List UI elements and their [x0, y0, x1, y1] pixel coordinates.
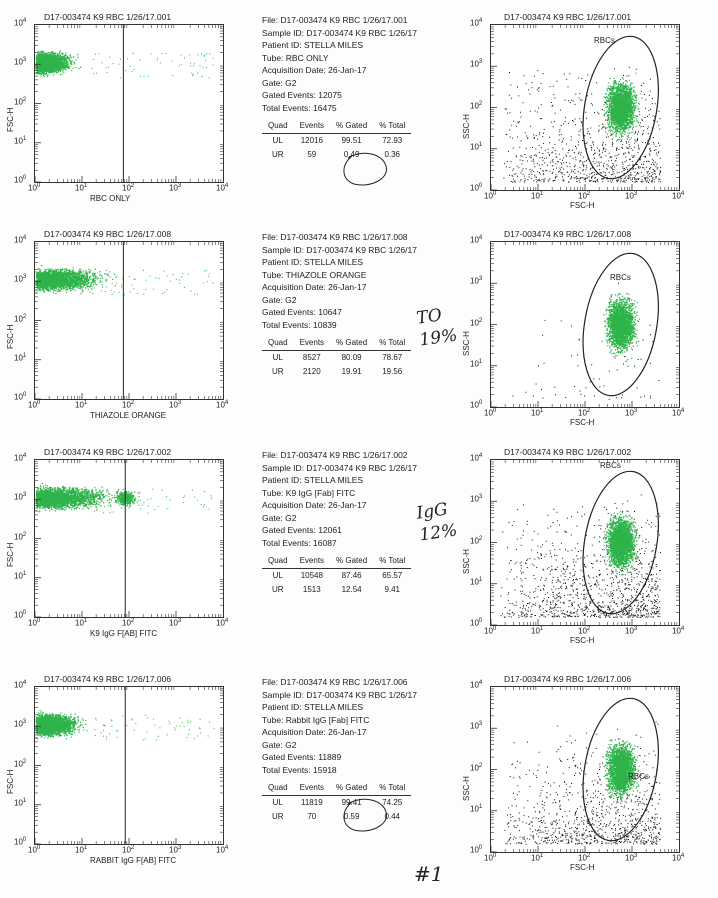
- left-x-tick-label: $10^2$: [122, 183, 135, 193]
- right-x-tick-label: $10^1$: [531, 853, 544, 863]
- handdrawn-circle: [338, 150, 398, 190]
- left-y-axis-label: FSC-H: [6, 107, 15, 132]
- table-cell: UR: [272, 150, 284, 159]
- right-x-tick-label: $10^4$: [672, 853, 685, 863]
- flow-panel: [0, 445, 718, 663]
- table-header: % Total: [373, 555, 411, 568]
- flow-panel: [0, 672, 718, 890]
- table-header: Events: [294, 120, 330, 133]
- gated-event-dots: [604, 511, 640, 577]
- left-x-axis-label: RBC ONLY: [90, 194, 131, 203]
- left-plot-title: D17-003474 K9 RBC 1/26/17.006: [44, 674, 172, 684]
- gated-event-dots: [603, 735, 641, 804]
- table-cell: 19.91: [341, 367, 362, 376]
- left-y-tick-label: $10^2$: [14, 531, 27, 542]
- right-y-tick-label: $10^4$: [470, 18, 483, 28]
- info-file: File: D17-003474 K9 RBC 1/26/17.002: [262, 450, 408, 460]
- right-plot-title: D17-003474 K9 RBC 1/26/17.002: [504, 447, 632, 457]
- right-y-axis-label: SSC-H: [462, 549, 471, 574]
- left-x-tick-label: $10^0$: [28, 618, 41, 628]
- table-header: Events: [294, 555, 330, 568]
- info-patient: Patient ID: STELLA MILES: [262, 702, 364, 712]
- info-gated: Gated Events: 11889: [262, 752, 342, 762]
- left-scatter-svg: [35, 687, 223, 844]
- table-cell: UL: [272, 797, 283, 807]
- left-y-tick-label: $10^3$: [14, 274, 27, 284]
- positive-event-dots: [114, 488, 140, 508]
- event-dots: [35, 483, 123, 512]
- info-gated: Gated Events: 12061: [262, 525, 342, 535]
- left-y-tick-label: $10^4$: [14, 235, 27, 245]
- ungated-event-dots: [503, 67, 661, 183]
- flow-panel: [0, 227, 718, 445]
- right-y-axis-label: SSC-H: [462, 114, 471, 139]
- info-gate: Gate: G2: [262, 512, 297, 523]
- acquisition-info: [262, 14, 417, 163]
- table-cell: 65.57: [382, 570, 403, 580]
- info-sample: Sample ID: D17-003474 K9 RBC 1/26/17: [262, 27, 417, 38]
- right-x-tick-label: $10^0$: [484, 626, 497, 636]
- fsc-ssc-scatter-plot: [490, 24, 680, 191]
- right-x-tick-label: $10^1$: [531, 191, 544, 201]
- left-y-tick-label: $10^1$: [14, 797, 27, 808]
- left-y-tick-label: $10^3$: [14, 57, 27, 67]
- right-x-tick-label: $10^3$: [625, 853, 638, 863]
- left-y-tick-label: $10^2$: [14, 313, 27, 324]
- info-gated: Gated Events: 12075: [262, 90, 342, 100]
- info-tube: Tube: Rabbit IgG [Fab] FITC: [262, 714, 370, 725]
- handwritten-note: IgG 12%: [415, 499, 459, 546]
- right-y-tick-label: $10^4$: [470, 453, 483, 463]
- table-row: [262, 350, 411, 365]
- right-x-tick-label: $10^2$: [578, 191, 591, 201]
- left-y-tick-label: $10^0$: [14, 175, 27, 185]
- left-y-tick-label: $10^4$: [14, 680, 27, 690]
- fitc-histogram-plot: [34, 459, 224, 618]
- table-cell: 9.41: [384, 585, 401, 594]
- right-x-tick-label: $10^1$: [531, 408, 544, 418]
- table-cell: 74.25: [382, 797, 403, 807]
- info-total: Total Events: 16087: [262, 537, 337, 548]
- table-header: Events: [294, 337, 330, 350]
- table-header: % Total: [373, 120, 411, 133]
- left-y-tick-label: $10^4$: [14, 453, 27, 463]
- rbc-gate-label: RBCs: [628, 772, 649, 781]
- right-x-tick-label: $10^2$: [578, 853, 591, 863]
- right-y-tick-label: $10^2$: [470, 535, 483, 546]
- right-x-tick-label: $10^1$: [531, 626, 544, 636]
- left-x-axis-label: K9 IgG F[AB] FITC: [90, 629, 158, 638]
- right-x-tick-label: $10^3$: [625, 191, 638, 201]
- left-plot-title: D17-003474 K9 RBC 1/26/17.008: [44, 229, 172, 239]
- fsc-ssc-scatter-plot: [490, 459, 680, 626]
- table-header: Quad: [262, 337, 294, 350]
- right-y-axis-label: SSC-H: [462, 776, 471, 801]
- table-header: Quad: [262, 555, 294, 568]
- info-total: Total Events: 16475: [262, 102, 337, 113]
- table-cell: 87.46: [341, 570, 362, 580]
- right-y-tick-label: $10^3$: [470, 59, 483, 69]
- table-cell: 1513: [302, 585, 321, 594]
- table-row: [262, 365, 411, 380]
- table-cell: 78.67: [382, 352, 403, 362]
- left-x-tick-label: $10^2$: [122, 618, 135, 628]
- table-header: % Gated: [330, 555, 373, 568]
- left-x-axis-label: THIAZOLE ORANGE: [90, 411, 167, 420]
- right-x-tick-label: $10^2$: [578, 626, 591, 636]
- right-plot-title: D17-003474 K9 RBC 1/26/17.006: [504, 674, 632, 684]
- event-dots: [35, 51, 81, 78]
- left-x-tick-label: $10^2$: [122, 845, 135, 855]
- table-cell: 10548: [300, 570, 323, 580]
- table-cell: 12016: [300, 135, 323, 145]
- right-plot-title: D17-003474 K9 RBC 1/26/17.008: [504, 229, 632, 239]
- left-y-tick-label: $10^4$: [14, 18, 27, 28]
- left-x-tick-label: $10^3$: [169, 618, 182, 628]
- right-x-axis-label: FSC-H: [570, 636, 595, 645]
- info-gated: Gated Events: 10647: [262, 307, 342, 317]
- right-y-tick-label: $10^1$: [470, 803, 483, 814]
- left-y-axis-label: FSC-H: [6, 324, 15, 349]
- table-cell: 0.36: [384, 150, 401, 159]
- left-y-tick-label: $10^2$: [14, 96, 27, 107]
- left-x-tick-label: $10^0$: [28, 400, 41, 410]
- info-tube: Tube: THIAZOLE ORANGE: [262, 269, 367, 280]
- table-header: % Total: [373, 337, 411, 350]
- table-cell: 80.09: [341, 352, 362, 362]
- left-x-tick-label: $10^1$: [75, 618, 88, 628]
- left-x-tick-label: $10^3$: [169, 400, 182, 410]
- left-x-tick-label: $10^4$: [216, 183, 229, 193]
- right-x-tick-label: $10^3$: [625, 408, 638, 418]
- left-y-tick-label: $10^3$: [14, 492, 27, 502]
- right-y-tick-label: $10^4$: [470, 235, 483, 245]
- info-acq: Acquisition Date: 26-Jan-17: [262, 282, 367, 292]
- left-y-tick-label: $10^1$: [14, 570, 27, 581]
- info-patient: Patient ID: STELLA MILES: [262, 257, 364, 267]
- left-x-tick-label: $10^3$: [169, 183, 182, 193]
- right-y-tick-label: $10^0$: [470, 618, 483, 628]
- sparse-event-dots: [95, 715, 215, 741]
- info-total: Total Events: 15918: [262, 764, 337, 775]
- table-cell: 0.49: [343, 150, 360, 159]
- left-y-tick-label: $10^0$: [14, 610, 27, 620]
- table-cell: UR: [272, 367, 284, 376]
- left-y-tick-label: $10^1$: [14, 352, 27, 363]
- acquisition-info: [262, 449, 417, 598]
- info-sample: Sample ID: D17-003474 K9 RBC 1/26/17: [262, 462, 417, 473]
- table-cell: 59: [307, 150, 317, 159]
- table-cell: 72.93: [382, 135, 403, 145]
- left-x-tick-label: $10^4$: [216, 400, 229, 410]
- gated-event-dots: [603, 73, 641, 142]
- acquisition-info: [262, 231, 417, 380]
- table-cell: 70: [307, 812, 317, 821]
- right-x-tick-label: $10^0$: [484, 853, 497, 863]
- info-acq: Acquisition Date: 26-Jan-17: [262, 65, 367, 75]
- table-row: [262, 583, 411, 598]
- table-row: [262, 568, 411, 583]
- right-x-tick-label: $10^0$: [484, 408, 497, 418]
- info-file: File: D17-003474 K9 RBC 1/26/17.006: [262, 677, 408, 687]
- right-y-tick-label: $10^1$: [470, 358, 483, 369]
- rbc-gate-label: RBCs: [610, 273, 631, 282]
- table-cell: 0.59: [343, 812, 360, 821]
- fsc-ssc-scatter-plot: [490, 686, 680, 853]
- table-header: Events: [294, 782, 330, 795]
- table-row: [262, 133, 411, 148]
- table-cell: UR: [272, 585, 284, 594]
- right-y-tick-label: $10^4$: [470, 680, 483, 690]
- info-patient: Patient ID: STELLA MILES: [262, 40, 364, 50]
- right-y-tick-label: $10^1$: [470, 576, 483, 587]
- fitc-histogram-plot: [34, 686, 224, 845]
- left-y-tick-label: $10^0$: [14, 392, 27, 402]
- table-header: Quad: [262, 120, 294, 133]
- table-cell: 0.44: [384, 812, 401, 821]
- table-cell: UL: [272, 135, 283, 145]
- info-acq: Acquisition Date: 26-Jan-17: [262, 500, 367, 510]
- table-cell: UL: [272, 570, 283, 580]
- table-cell: 19.56: [382, 367, 403, 376]
- table-cell: 12.54: [341, 585, 362, 594]
- left-plot-title: D17-003474 K9 RBC 1/26/17.002: [44, 447, 172, 457]
- quadrant-stats-table: [262, 555, 411, 598]
- table-cell: 2120: [302, 367, 321, 376]
- right-y-tick-label: $10^0$: [470, 845, 483, 855]
- info-sample: Sample ID: D17-003474 K9 RBC 1/26/17: [262, 244, 417, 255]
- right-y-tick-label: $10^3$: [470, 276, 483, 286]
- left-x-axis-label: RABBIT IgG F[AB] FITC: [90, 856, 177, 865]
- table-cell: UR: [272, 812, 284, 821]
- left-x-tick-label: $10^2$: [122, 400, 135, 410]
- page-number-mark: #1: [414, 862, 444, 886]
- right-x-axis-label: FSC-H: [570, 418, 595, 427]
- left-y-tick-label: $10^1$: [14, 135, 27, 146]
- left-y-axis-label: FSC-H: [6, 542, 15, 567]
- right-y-tick-label: $10^3$: [470, 721, 483, 731]
- left-y-tick-label: $10^3$: [14, 719, 27, 729]
- left-x-tick-label: $10^4$: [216, 618, 229, 628]
- table-cell: UL: [272, 352, 283, 362]
- left-y-tick-label: $10^0$: [14, 837, 27, 847]
- left-x-tick-label: $10^1$: [75, 845, 88, 855]
- right-x-axis-label: FSC-H: [570, 863, 595, 872]
- event-dots: [35, 265, 116, 294]
- right-y-axis-label: SSC-H: [462, 331, 471, 356]
- rbc-gate-label: RBCs: [600, 461, 621, 470]
- sparse-event-dots: [94, 489, 212, 514]
- gated-event-dots: [602, 293, 641, 360]
- table-cell: 99.41: [341, 797, 362, 807]
- info-tube: Tube: RBC ONLY: [262, 52, 329, 63]
- right-x-tick-label: $10^3$: [625, 626, 638, 636]
- info-total: Total Events: 10839: [262, 319, 337, 330]
- right-y-tick-label: $10^0$: [470, 183, 483, 193]
- info-tube: Tube: K9 IgG [Fab] FITC: [262, 487, 356, 498]
- left-x-tick-label: $10^4$: [216, 845, 229, 855]
- rbc-gate-label: RBCs: [594, 36, 615, 45]
- info-gate: Gate: G2: [262, 294, 297, 305]
- right-y-tick-label: $10^2$: [470, 317, 483, 328]
- sparse-event-dots: [92, 53, 214, 79]
- left-y-tick-label: $10^2$: [14, 758, 27, 769]
- table-header: % Gated: [330, 120, 373, 133]
- left-scatter-svg: [35, 242, 223, 399]
- table-cell: 99.51: [341, 135, 362, 145]
- handwritten-note: TO 19%: [415, 305, 459, 351]
- info-file: File: D17-003474 K9 RBC 1/26/17.001: [262, 15, 408, 25]
- table-header: % Gated: [330, 782, 373, 795]
- left-x-tick-label: $10^3$: [169, 845, 182, 855]
- right-y-tick-label: $10^2$: [470, 100, 483, 111]
- table-cell: 8527: [302, 352, 321, 362]
- right-plot-title: D17-003474 K9 RBC 1/26/17.001: [504, 12, 632, 22]
- info-gate: Gate: G2: [262, 77, 297, 88]
- handdrawn-circle: [338, 796, 398, 836]
- table-cell: 11819: [300, 797, 323, 807]
- fitc-histogram-plot: [34, 241, 224, 400]
- table-header: % Gated: [330, 337, 373, 350]
- fitc-histogram-plot: [34, 24, 224, 183]
- right-y-tick-label: $10^2$: [470, 762, 483, 773]
- right-y-tick-label: $10^3$: [470, 494, 483, 504]
- quadrant-stats-table: [262, 337, 411, 380]
- left-y-axis-label: FSC-H: [6, 769, 15, 794]
- right-x-tick-label: $10^4$: [672, 626, 685, 636]
- right-x-tick-label: $10^2$: [578, 408, 591, 418]
- left-x-tick-label: $10^1$: [75, 400, 88, 410]
- info-gate: Gate: G2: [262, 739, 297, 750]
- info-sample: Sample ID: D17-003474 K9 RBC 1/26/17: [262, 689, 417, 700]
- left-x-tick-label: $10^0$: [28, 183, 41, 193]
- right-x-tick-label: $10^4$: [672, 408, 685, 418]
- left-plot-title: D17-003474 K9 RBC 1/26/17.001: [44, 12, 172, 22]
- right-x-axis-label: FSC-H: [570, 201, 595, 210]
- info-patient: Patient ID: STELLA MILES: [262, 475, 364, 485]
- right-y-tick-label: $10^1$: [470, 141, 483, 152]
- info-file: File: D17-003474 K9 RBC 1/26/17.008: [262, 232, 408, 242]
- sparse-event-dots: [93, 270, 214, 296]
- left-x-tick-label: $10^0$: [28, 845, 41, 855]
- fsc-ssc-scatter-plot: [490, 241, 680, 408]
- table-header: Quad: [262, 782, 294, 795]
- table-header: % Total: [373, 782, 411, 795]
- right-x-tick-label: $10^4$: [672, 191, 685, 201]
- info-acq: Acquisition Date: 26-Jan-17: [262, 727, 367, 737]
- right-x-tick-label: $10^0$: [484, 191, 497, 201]
- event-dots: [35, 710, 87, 739]
- left-scatter-svg: [35, 25, 223, 182]
- flow-panel: [0, 10, 718, 228]
- right-y-tick-label: $10^0$: [470, 400, 483, 410]
- left-scatter-svg: [35, 460, 223, 617]
- left-x-tick-label: $10^1$: [75, 183, 88, 193]
